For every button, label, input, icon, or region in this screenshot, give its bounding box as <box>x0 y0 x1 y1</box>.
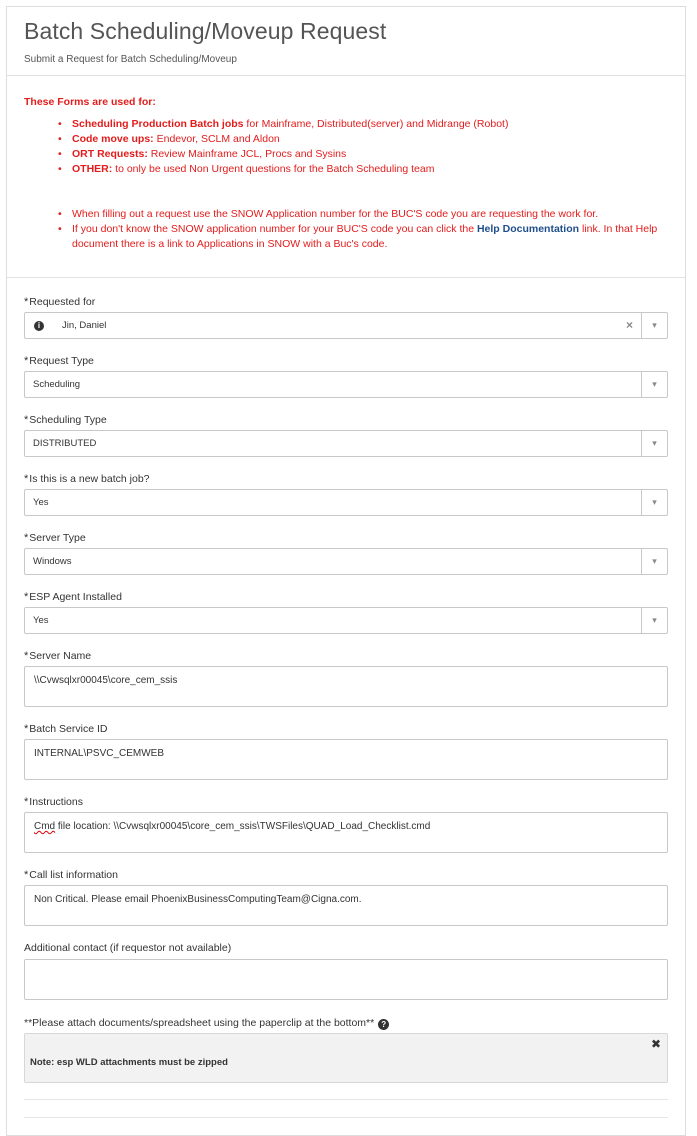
request-type-value: Scheduling <box>33 379 81 390</box>
server-type-value: Windows <box>33 556 72 567</box>
request-type-field <box>24 352 668 398</box>
attachment-label-text: **Please attach documents/spreadsheet using the paperclip at the bottom** <box>24 1017 375 1029</box>
info-item-text: for Mainframe, Distributed(server) and Midrange (Robot) <box>243 118 509 130</box>
scheduling-type-field <box>24 411 668 457</box>
divider <box>24 1117 668 1118</box>
server-name-label <box>24 647 668 666</box>
additional-contact-input[interactable] <box>24 959 668 1000</box>
info-item-text: Review Mainframe JCL, Procs and Sysins <box>147 148 347 160</box>
form-card <box>6 6 686 1136</box>
request-form <box>7 278 685 1118</box>
instructions-text: file location: \\Cvwsqlxr00045\core_cem_ssis\TWSFiles\QUAD_Load_Checklist.cmd <box>55 821 431 832</box>
label-text: Is this is a new batch job? <box>29 473 150 485</box>
scheduling-type-select[interactable] <box>24 430 668 457</box>
chevron-down-icon[interactable]: ▾ <box>641 431 667 456</box>
attachment-label <box>24 1013 668 1033</box>
call-list-field <box>24 866 668 926</box>
chevron-down-icon[interactable]: ▾ <box>641 490 667 515</box>
info-item-text: to only be used Non Urgent questions for the Batch Scheduling team <box>112 163 435 175</box>
new-batch-job-field <box>24 470 668 516</box>
page-title: Batch Scheduling/Moveup Request <box>24 18 387 44</box>
requested-for-field <box>24 293 668 339</box>
info-note <box>72 222 673 252</box>
additional-contact-field <box>24 939 668 1000</box>
server-name-field <box>24 647 668 707</box>
instructions-panel <box>7 76 685 278</box>
server-type-select[interactable] <box>24 548 668 575</box>
info-note: • When filling out a request use the SNOW Application number for the BUC'S code you are requesting the work for. <box>72 207 673 222</box>
info-item <box>72 132 673 147</box>
label-text: Request Type <box>29 355 94 367</box>
new-batch-job-value: Yes <box>33 497 49 508</box>
chevron-down-icon[interactable]: ▾ <box>641 549 667 574</box>
close-icon[interactable]: ✖ <box>650 1037 661 1051</box>
request-type-label <box>24 352 668 371</box>
esp-agent-label <box>24 588 668 607</box>
batch-service-id-input[interactable]: INTERNAL\PSVC_CEMWEB <box>24 739 668 780</box>
divider <box>24 1099 668 1100</box>
required-icon: * <box>24 414 29 426</box>
required-icon: * <box>24 532 29 544</box>
label-text: Server Type <box>29 532 86 544</box>
label-text: Server Name <box>29 650 92 662</box>
scheduling-type-label <box>24 411 668 430</box>
new-batch-job-select[interactable] <box>24 489 668 516</box>
call-list-input[interactable]: Non Critical. Please email PhoenixBusinessComputingTeam@Cigna.com. <box>24 885 668 926</box>
esp-agent-select[interactable] <box>24 607 668 634</box>
label-text: Requested for <box>29 296 96 308</box>
info-item <box>72 162 673 177</box>
chevron-down-icon[interactable]: ▾ <box>641 372 667 397</box>
info-item <box>72 147 673 162</box>
help-icon[interactable]: ? <box>378 1019 389 1030</box>
scheduling-type-value: DISTRIBUTED <box>33 438 97 449</box>
info-item-bold: Code move ups: <box>72 133 154 145</box>
label-text: Batch Service ID <box>29 723 108 735</box>
required-icon: * <box>24 473 29 485</box>
info-note-text: link. In that Help document there is a link to Applications in SNOW with a Buc's code. <box>72 223 658 250</box>
required-icon: * <box>24 796 29 808</box>
chevron-down-icon[interactable]: ▾ <box>641 608 667 633</box>
requested-for-value: Jin, Daniel <box>62 320 107 331</box>
required-icon: * <box>24 296 29 308</box>
new-batch-job-label <box>24 470 668 489</box>
spellcheck-word: Cmd <box>34 821 56 832</box>
server-name-input[interactable]: \\Cvwsqlxr00045\core_cem_ssis <box>24 666 668 707</box>
esp-agent-value: Yes <box>33 615 49 626</box>
additional-contact-label: Additional contact (if requestor not available) <box>24 942 232 954</box>
instructions-field <box>24 793 668 853</box>
clear-icon[interactable]: × <box>625 318 633 332</box>
info-notes <box>24 207 673 252</box>
info-item <box>72 117 673 132</box>
esp-agent-field <box>24 588 668 634</box>
required-icon: * <box>24 355 29 367</box>
requested-for-select[interactable] <box>24 312 668 339</box>
info-lead: These Forms are used for: <box>24 96 156 108</box>
request-type-select[interactable] <box>24 371 668 398</box>
required-icon: * <box>24 650 29 662</box>
instructions-label <box>24 793 668 812</box>
page-subtitle: Submit a Request for Batch Scheduling/Moveup <box>24 54 237 65</box>
required-icon: * <box>24 869 29 881</box>
required-icon: * <box>24 591 29 603</box>
help-documentation-link[interactable]: Help Documentation <box>476 223 580 235</box>
info-item-text: Endevor, SCLM and Aldon <box>153 133 280 145</box>
label-text: Instructions <box>29 796 83 808</box>
instructions-input[interactable] <box>24 812 668 853</box>
info-icon[interactable]: i <box>34 321 44 331</box>
batch-service-id-field <box>24 720 668 780</box>
label-text: Scheduling Type <box>29 414 107 426</box>
requested-for-label <box>24 293 668 312</box>
server-type-field <box>24 529 668 575</box>
attachment-note <box>24 1033 668 1083</box>
label-text: ESP Agent Installed <box>29 591 122 603</box>
attachment-note-text: Note: esp WLD attachments must be zipped <box>30 1057 228 1068</box>
info-item-bold: ORT Requests: <box>72 148 148 160</box>
call-list-label <box>24 866 668 885</box>
info-list <box>24 117 673 177</box>
info-note-text: If you don't know the SNOW application number for your BUC'S code you can click the <box>72 223 477 235</box>
chevron-down-icon[interactable]: ▾ <box>641 313 667 338</box>
label-text: Call list information <box>29 869 118 881</box>
batch-service-id-label <box>24 720 668 739</box>
info-item-bold: OTHER: <box>72 163 113 175</box>
info-item-bold: Scheduling Production Batch jobs <box>72 118 244 130</box>
server-type-label <box>24 529 668 548</box>
required-icon: * <box>24 723 29 735</box>
form-header <box>7 7 685 76</box>
